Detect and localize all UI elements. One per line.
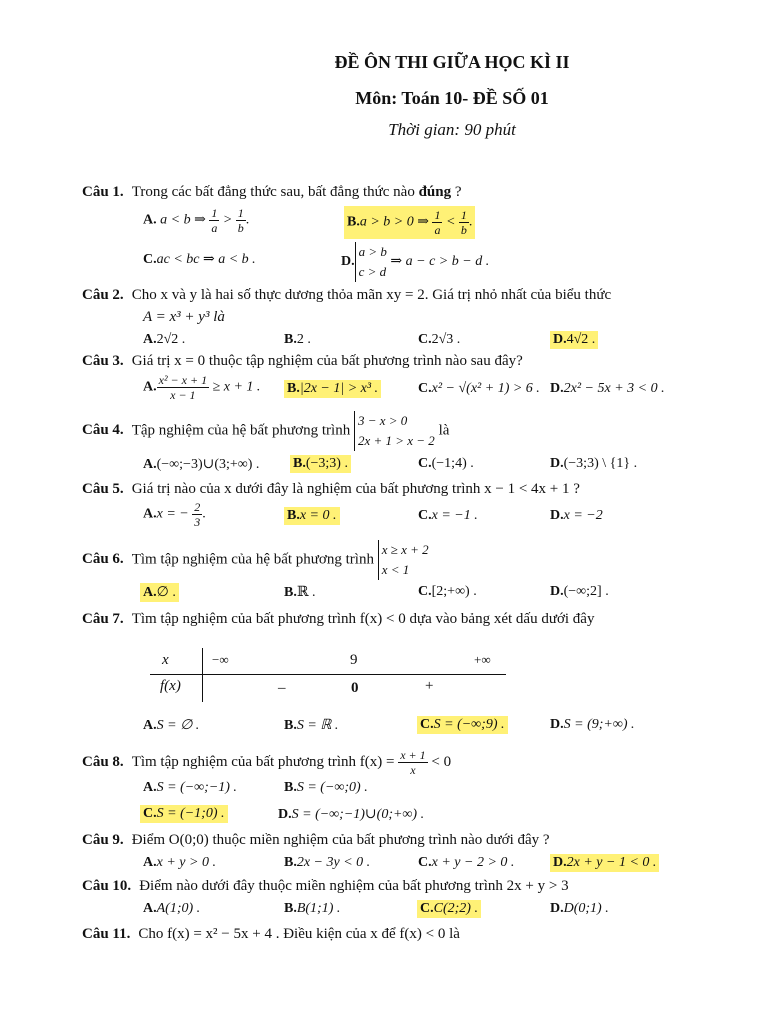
option-letter: D. [550, 717, 564, 732]
q4-option-d [550, 456, 637, 472]
option-letter: D. [550, 901, 564, 916]
question-label: Câu 4. [82, 422, 124, 439]
option-letter: C. [418, 508, 432, 523]
question-label: Câu 5. [82, 481, 124, 497]
question-2-line-2: A = x³ + y³ là [143, 309, 225, 325]
question-4 [82, 411, 449, 451]
option-letter: D. [550, 584, 564, 599]
question-label: Câu 10. [82, 878, 132, 894]
frac-num: 1 [434, 208, 441, 222]
question-text: Điểm nào dưới đây thuộc miền nghiệm của bất phương trình 2x + y > 3 [139, 878, 569, 894]
fraction [192, 500, 202, 529]
question-text-end: < 0 [427, 753, 452, 770]
frac-num: 2 [194, 500, 201, 514]
option-text: 2√3 . [431, 332, 461, 347]
question-text-end: ? [451, 184, 462, 200]
q5-option-b [284, 507, 340, 525]
q5-option-d [550, 508, 603, 524]
option-text: C(2;2) . [433, 901, 478, 916]
question-label: Câu 6. [82, 551, 124, 568]
option-letter: C. [418, 584, 432, 599]
question-10 [82, 878, 569, 895]
question-text: Tìm tập nghiệm của bất phương trình f(x) < 0 dựa vào bảng xét dấu dưới đây [131, 611, 595, 627]
option-letter: A. [143, 585, 157, 600]
q2-option-b [284, 332, 311, 348]
option-text: < [442, 214, 459, 230]
q1-option-b [344, 206, 475, 239]
q4-option-a [143, 456, 259, 473]
option-letter: B. [284, 780, 297, 795]
equation-system [354, 411, 435, 451]
question-text: Tập nghiệm của hệ bất phương trình [131, 422, 351, 439]
option-text: S = (−∞;−1) . [156, 780, 237, 795]
q1-option-d [341, 242, 489, 282]
option-text: ≥ x + 1 . [209, 379, 261, 395]
q10-option-d [550, 901, 609, 917]
table-neg-inf: −∞ [212, 652, 229, 667]
option-text: (−3;3) \ {1} . [563, 456, 638, 471]
table-fx-label: f(x) [160, 678, 181, 694]
frac-num: x² − x + 1 [158, 373, 208, 387]
question-3 [82, 353, 523, 370]
q3-option-c [418, 381, 540, 397]
q6-option-c [418, 584, 477, 600]
question-5 [82, 481, 580, 498]
question-1 [82, 184, 462, 201]
option-letter: B. [284, 855, 297, 870]
frac-num: 1 [237, 206, 244, 220]
option-letter: C. [420, 717, 434, 732]
option-text: . [468, 214, 473, 230]
q10-option-a [143, 901, 200, 917]
option-letter: A. [143, 379, 157, 395]
option-letter: A. [143, 855, 157, 870]
q7-option-a [143, 717, 199, 734]
q10-option-b [284, 901, 340, 917]
option-letter: D. [553, 332, 567, 347]
option-text: (−∞;2] . [563, 584, 609, 599]
option-letter: B. [293, 456, 306, 471]
q7-option-d [550, 717, 635, 733]
question-11 [82, 926, 460, 943]
q5-option-a [143, 500, 206, 529]
option-text: x = −2 [563, 508, 603, 523]
q7-option-c [417, 716, 508, 734]
option-letter: A. [143, 332, 157, 347]
fraction [398, 748, 427, 777]
q8-option-a [143, 780, 237, 796]
q4-option-c [418, 456, 474, 472]
fraction [209, 206, 219, 235]
q4-option-b [290, 455, 351, 473]
option-text: a < b ⇒ [160, 212, 210, 228]
q1-option-a [143, 206, 249, 235]
frac-den: a [434, 223, 441, 237]
option-text: (−3;3) . [305, 456, 348, 471]
table-zero: 0 [351, 680, 359, 696]
frac-den: 3 [194, 515, 201, 529]
table-sign-neg: – [278, 680, 286, 696]
table-root: 9 [350, 652, 358, 668]
option-text: B(1;1) . [296, 901, 341, 916]
option-text: 2x + y − 1 < 0 . [566, 855, 657, 870]
question-8 [82, 748, 451, 777]
frac-den: x − 1 [170, 388, 196, 402]
table-vline [202, 648, 203, 702]
fraction [459, 208, 469, 237]
option-text: [2;+∞) . [431, 584, 477, 599]
option-text: x + y > 0 . [156, 855, 216, 870]
option-text: A(1;0) . [156, 901, 201, 916]
frac-den: b [460, 223, 467, 237]
option-text: 2x² − 5x + 3 < 0 . [563, 381, 665, 396]
question-label: Câu 7. [82, 611, 124, 627]
option-text: D(0;1) . [563, 901, 609, 916]
option-letter: D. [278, 807, 292, 822]
q3-option-a [143, 373, 260, 402]
option-letter: A. [143, 506, 157, 522]
option-letter: C. [418, 381, 432, 396]
system-line: a > b [358, 244, 387, 259]
q2-option-a [143, 332, 185, 348]
option-text: x = −1 . [431, 508, 478, 523]
frac-num: 1 [460, 208, 467, 222]
option-text: S = (−1;0) . [156, 806, 225, 821]
q9-option-c [418, 855, 514, 871]
exam-time: Thời gian: 90 phút [388, 120, 516, 139]
option-letter: B. [284, 718, 297, 733]
system-line: 3 − x > 0 [357, 413, 408, 428]
q5-option-c [418, 508, 478, 524]
option-text: ∅ . [156, 585, 176, 600]
q9-option-b [284, 855, 370, 871]
question-label: Câu 2. [82, 287, 124, 303]
question-text: Giá trị x = 0 thuộc tập nghiệm của bất phương trình nào sau đây? [131, 353, 523, 369]
question-text-end: là [438, 422, 450, 439]
question-label: Câu 8. [82, 753, 124, 770]
option-letter: D. [553, 855, 567, 870]
option-letter: C. [143, 252, 157, 267]
q9-option-d [550, 854, 659, 872]
question-label: Câu 9. [82, 832, 124, 848]
question-text: Giá trị nào của x dưới đây là nghiệm của bất phương trình x − 1 < 4x + 1 ? [131, 481, 580, 497]
option-letter: A. [143, 901, 157, 916]
fraction [432, 208, 442, 237]
question-9 [82, 832, 550, 849]
option-text: S = (9;+∞) . [563, 717, 635, 732]
exam-title: ĐỀ ÔN THI GIỮA HỌC KÌ II [334, 52, 570, 72]
q9-option-a [143, 855, 216, 871]
q8-option-c [140, 805, 228, 823]
q6-option-b [284, 584, 315, 601]
option-letter: C. [418, 332, 432, 347]
option-letter: A. [143, 780, 157, 795]
option-text: S = (−∞;−1)∪(0;+∞) . [291, 807, 425, 822]
table-x-label: x [162, 652, 169, 668]
option-text: x = − [156, 506, 193, 522]
option-text: 2x − 3y < 0 . [296, 855, 371, 870]
q1-option-c [143, 251, 256, 268]
equation-system [378, 540, 429, 580]
frac-den: x [410, 763, 416, 777]
question-7 [82, 611, 594, 628]
option-text: (−1;4) . [431, 456, 474, 471]
option-text: 2√2 . [156, 332, 186, 347]
option-letter: C. [143, 806, 157, 821]
option-letter: B. [347, 214, 360, 230]
q3-option-d [550, 381, 665, 397]
q6-option-a [140, 583, 179, 602]
option-letter: C. [420, 901, 434, 916]
option-text: (−∞;−3)∪(3;+∞) . [156, 457, 260, 472]
q6-option-d [550, 584, 609, 600]
option-text: S = (−∞;9) . [433, 717, 505, 732]
frac-den: b [237, 221, 244, 235]
q2-option-d [550, 331, 598, 349]
option-text: S = ∅ . [156, 718, 200, 733]
option-text: . [245, 212, 250, 228]
fraction [236, 206, 246, 235]
question-text: Trong các bất đẳng thức sau, bất đẳng thức nào [131, 184, 419, 200]
option-text: ⇒ a − c > b − d . [386, 254, 490, 270]
q7-option-b [284, 717, 338, 734]
exam-subject: Môn: Toán 10- ĐỀ SỐ 01 [355, 88, 549, 108]
option-letter: C. [418, 456, 432, 471]
question-6 [82, 540, 429, 580]
q8-option-d [278, 806, 424, 823]
question-label: Câu 3. [82, 353, 124, 369]
option-text: a > b > 0 ⇒ [359, 214, 433, 230]
option-text: x + y − 2 > 0 . [431, 855, 515, 870]
option-letter: B. [284, 585, 297, 600]
system-line: x < 1 [381, 562, 410, 577]
option-letter: D. [550, 508, 564, 523]
question-text: Tìm tập nghiệm của bất phương trình f(x) = [131, 753, 399, 770]
table-hline [150, 674, 506, 675]
option-text: |2x − 1| > x³ . [299, 381, 379, 396]
option-text: ℝ . [296, 585, 316, 600]
option-text: 2 . [296, 332, 311, 347]
option-text: S = (−∞;0) . [296, 780, 368, 795]
question-text: Điểm O(0;0) thuộc miền nghiệm của bất phương trình nào dưới đây ? [131, 832, 550, 848]
sign-table [150, 648, 506, 704]
option-letter: B. [287, 508, 300, 523]
q3-option-b [284, 380, 381, 398]
q10-option-c [417, 900, 481, 918]
question-2 [82, 287, 611, 304]
option-letter: D. [550, 381, 564, 396]
option-letter: A. [143, 457, 157, 472]
option-letter: B. [284, 332, 297, 347]
equation-system [355, 242, 387, 282]
question-text: Tìm tập nghiệm của hệ bất phương trình [131, 551, 374, 568]
option-letter: A. [143, 212, 157, 228]
question-emphasis: đúng [418, 184, 452, 200]
frac-den: a [211, 221, 218, 235]
option-text: > [219, 212, 236, 228]
option-letter: C. [418, 855, 432, 870]
option-text: x² − √(x² + 1) > 6 . [431, 381, 540, 396]
option-letter: B. [287, 381, 300, 396]
question-text: Cho x và y là hai số thực dương thỏa mãn xy = 2. Giá trị nhỏ nhất của biểu thức [131, 287, 612, 303]
option-letter: D. [550, 456, 564, 471]
option-text: S = ℝ . [296, 718, 339, 733]
system-line: c > d [358, 264, 387, 279]
option-letter: B. [284, 901, 297, 916]
q8-option-b [284, 780, 368, 796]
table-sign-pos: + [425, 678, 434, 694]
system-line: x ≥ x + 2 [381, 542, 429, 557]
frac-num: 1 [211, 206, 218, 220]
table-pos-inf: +∞ [474, 652, 491, 667]
fraction [157, 373, 209, 402]
question-label: Câu 11. [82, 926, 131, 942]
question-text: Cho f(x) = x² − 5x + 4 . Điều kiện của x để f(x) < 0 là [138, 926, 460, 942]
system-line: 2x + 1 > x − 2 [357, 433, 435, 448]
option-text: x = 0 . [299, 508, 337, 523]
option-letter: D. [341, 254, 355, 270]
option-letter: A. [143, 718, 157, 733]
question-label: Câu 1. [82, 184, 124, 200]
option-text: . [202, 506, 206, 522]
q2-option-c [418, 332, 460, 348]
option-text: 4√2 . [566, 332, 596, 347]
option-text: ac < bc ⇒ a < b . [156, 252, 256, 267]
frac-num: x + 1 [400, 748, 426, 762]
